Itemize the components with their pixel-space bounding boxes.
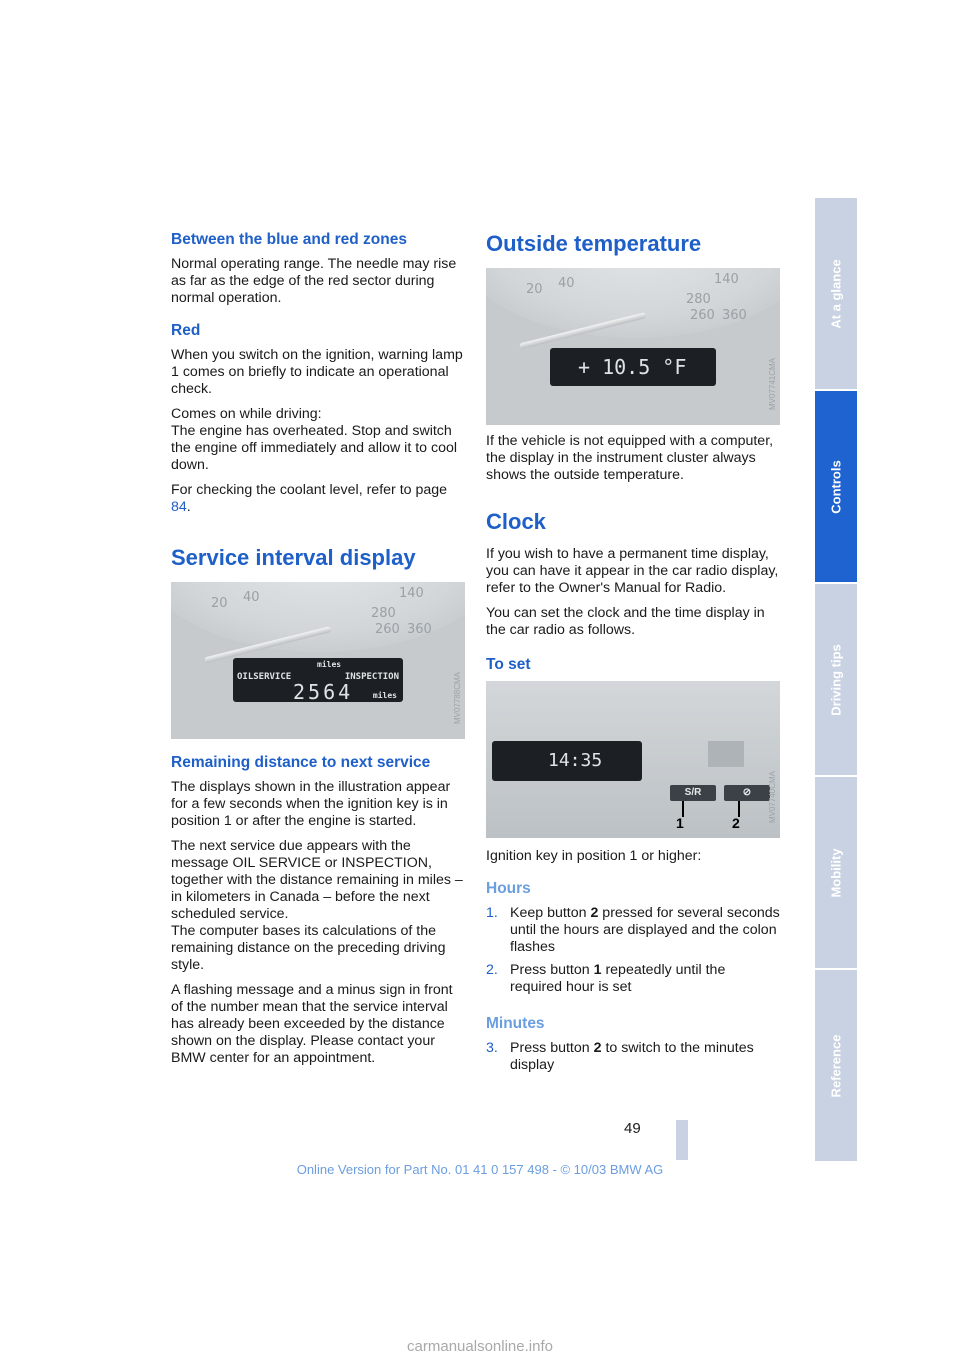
gauge-num: 360 xyxy=(722,308,747,323)
service-lcd xyxy=(233,658,403,702)
gauge-num: 360 xyxy=(407,622,432,637)
heading-hours: Hours xyxy=(486,880,531,897)
step-number: 1. xyxy=(486,905,498,921)
para-between-zones: Normal operating range. The needle may rise as far as the edge of the red sector during normal operation. xyxy=(171,256,457,306)
tab-mobility[interactable] xyxy=(815,777,857,968)
callout-1: 1 xyxy=(676,815,684,831)
para-red-2 xyxy=(171,406,465,474)
para-remaining-2b: The computer bases its calculations of the remaining distance on the preceding driving style. xyxy=(171,923,446,973)
gauge-num: 20 xyxy=(211,596,228,611)
heading-between-zones: Between the blue and red zones xyxy=(171,231,407,248)
step-bold: 2 xyxy=(593,1040,602,1056)
heading-service-interval: Service interval display xyxy=(171,545,416,570)
para-red-1: When you switch on the ignition, warning lamp 1 comes on briefly to indicate an operational check. xyxy=(171,347,463,397)
figure-code: MV07788CMA xyxy=(453,672,462,725)
figure-code: MV07740CMA xyxy=(768,771,777,824)
step-bold: 2 xyxy=(590,905,599,921)
tab-at-a-glance[interactable] xyxy=(815,198,857,389)
heading-outside-temperature: Outside temperature xyxy=(486,231,702,256)
step-text: Keep button xyxy=(510,905,591,921)
heading-red: Red xyxy=(171,322,201,339)
gauge-num: 280 xyxy=(371,606,396,621)
page-link-84[interactable]: 84 xyxy=(171,499,187,515)
para-outside: If the vehicle is not equipped with a computer, the display in the instrument cluster always shows the outside temperature. xyxy=(486,433,774,483)
heading-remaining-distance: Remaining distance to next service xyxy=(171,754,431,771)
watermark: carmanualsonline.info xyxy=(407,1338,553,1355)
right-column xyxy=(486,230,780,1082)
left-column xyxy=(171,230,465,1075)
para-clock-1: If you wish to have a permanent time display, you can have it appear in the car radio display, refer to the Owner's Manual for Radio. xyxy=(486,546,779,596)
tab-controls[interactable] xyxy=(815,391,857,582)
list-item xyxy=(486,905,780,956)
para-ignition: Ignition key in position 1 or higher: xyxy=(486,848,702,864)
heading-to-set: To set xyxy=(486,656,531,673)
step-text: Press button xyxy=(510,1040,594,1056)
para-clock-2: You can set the clock and the time display in the car radio as follows. xyxy=(486,605,765,638)
gauge-num: 280 xyxy=(686,292,711,307)
step-number: 3. xyxy=(486,1040,498,1056)
outside-temp-figure xyxy=(486,268,780,425)
para-remaining-1: The displays shown in the illustration appear for a few seconds when the ignition key is in position 1 or after the engine is started. xyxy=(171,779,451,829)
para-red-3-end: . xyxy=(186,499,191,515)
service-distance-value: 2564 xyxy=(293,680,354,704)
step-text: Press button xyxy=(510,962,594,978)
page-number: 49 xyxy=(624,1120,641,1137)
tab-reference[interactable] xyxy=(815,970,857,1161)
list-item xyxy=(486,1040,780,1074)
para-red-3-text: For checking the coolant level, refer to page xyxy=(171,482,448,498)
step-bold: 1 xyxy=(593,962,602,978)
chapter-sidebar xyxy=(815,198,857,1163)
para-remaining-2a: The next service due appears with the message OIL SERVICE or INSPECTION, together with the distance remaining in miles – in kilometers in Canada – before the next scheduled service. xyxy=(171,838,463,922)
step-number: 2. xyxy=(486,962,498,978)
gauge-num: 40 xyxy=(558,276,575,291)
heading-clock: Clock xyxy=(486,509,546,534)
sr-button[interactable]: S/R xyxy=(670,785,716,801)
para-remaining-2 xyxy=(171,838,465,974)
clock-button[interactable]: ⊘ xyxy=(724,785,770,801)
gauge-num: 140 xyxy=(714,272,739,287)
miles-label-bottom: miles xyxy=(372,691,397,700)
hours-steps xyxy=(486,905,780,996)
gauge-num: 20 xyxy=(526,282,543,297)
gauge-num: 40 xyxy=(243,590,260,605)
gauge-num: 260 xyxy=(690,308,715,323)
gauge-num: 140 xyxy=(399,586,424,601)
tab-driving-tips[interactable] xyxy=(815,584,857,775)
gauge-num: 260 xyxy=(375,622,400,637)
para-remaining-3: A flashing message and a minus sign in front of the number mean that the service interval has already been exceeded by the distance shown on the display. Please contact your BMW center for an appointment. xyxy=(171,982,453,1066)
page-number-bar xyxy=(676,1120,688,1160)
figure-code: MV07741CMA xyxy=(768,358,777,411)
heading-minutes: Minutes xyxy=(486,1015,545,1032)
tab-label: At a glance xyxy=(828,258,844,329)
oilservice-label: OILSERVICE xyxy=(237,672,292,682)
step-text: to switch to the minutes display xyxy=(510,1040,754,1073)
tab-label: Mobility xyxy=(828,847,844,898)
tab-label: Driving tips xyxy=(828,643,844,716)
minutes-steps xyxy=(486,1040,780,1074)
callout-2: 2 xyxy=(732,815,740,831)
tab-label: Controls xyxy=(828,459,844,514)
para-red-3 xyxy=(171,482,465,516)
temperature-lcd xyxy=(550,348,716,386)
clock-figure xyxy=(486,681,780,838)
tab-label: Reference xyxy=(828,1034,844,1097)
para-red-2b: The engine has overheated. Stop and switch the engine off immediately and allow it to cool down. xyxy=(171,423,458,473)
list-item xyxy=(486,962,780,996)
inspection-label: INSPECTION xyxy=(344,672,399,682)
clock-time: 14:35 xyxy=(548,750,603,771)
indicator-panel xyxy=(708,741,744,767)
para-red-2a: Comes on while driving: xyxy=(171,406,322,422)
service-display-figure xyxy=(171,582,465,739)
step-text: repeatedly until the required hour is set xyxy=(510,962,726,995)
step-text: pressed for several seconds until the hours are displayed and the colon flashes xyxy=(510,905,780,955)
miles-label-top: miles xyxy=(317,660,342,669)
footer-text: Online Version for Part No. 01 41 0 157 498 - © 10/03 BMW AG xyxy=(296,1162,664,1177)
temperature-value: + 10.5 °F xyxy=(578,355,687,379)
clock-lcd xyxy=(492,741,642,781)
